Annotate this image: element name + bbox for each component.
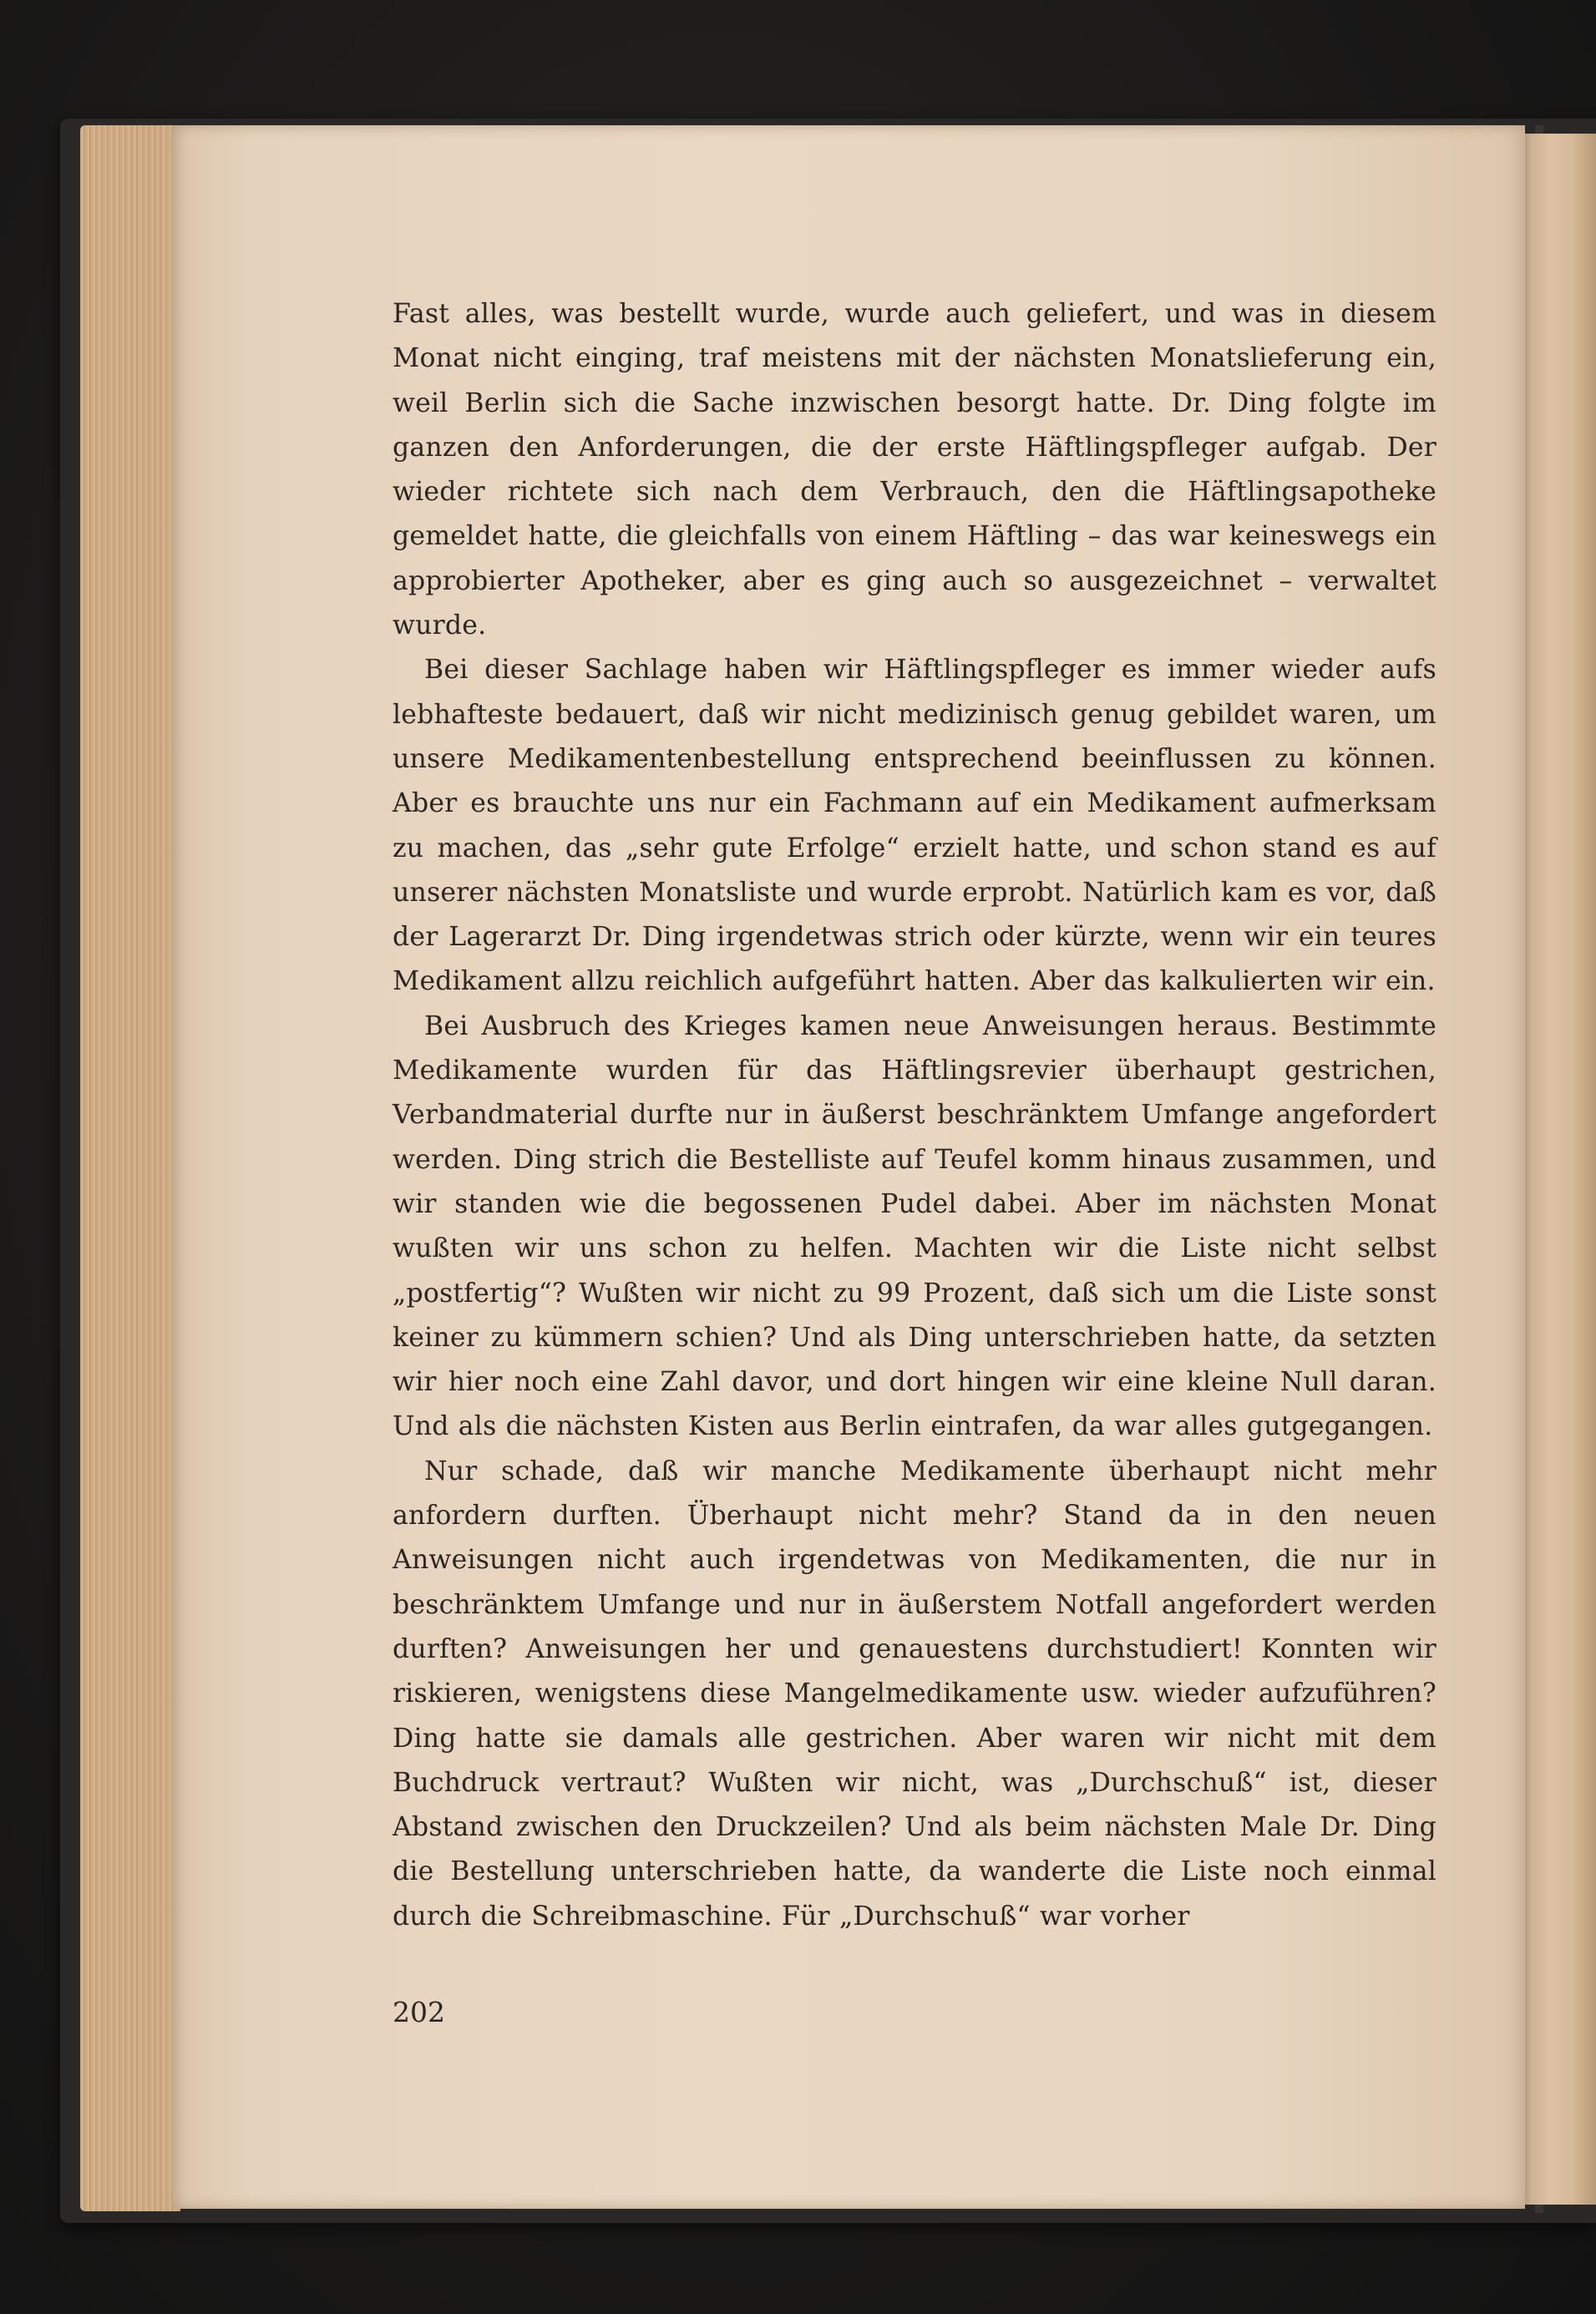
page-edges-left	[80, 125, 180, 2211]
paragraph-4: Nur schade, daß wir manche Medikamente überhaupt nicht mehr anfordern durften. Überhaupt nicht mehr? Stand da in den neuen Anweisungen nicht auch irgendetwas von Medikamenten, die nur in beschränktem Umfange und nur in äußerstem Notfall angefordert werden durften? Anweisungen her und genauestens durchstudiert! Konnten wir riskieren, wenigstens diese Mangelmedikamente usw. wieder aufzuführen? Ding hatte sie damals alle gestrichen. Aber waren wir nicht mit dem Buchdruck vertraut? Wußten wir nicht, was „Durchschuß“ ist, dieser Abstand zwischen den Druckzeilen? Und als beim nächsten Male Dr. Ding die Bestellung unterschrieben hatte, da wanderte die Liste noch einmal durch die Schreibmaschine. Für „Durchschuß“ war vorher	[393, 1456, 1436, 1932]
paragraph-2: Bei dieser Sachlage haben wir Häftlingspfleger es immer wieder aufs lebhafteste bedauert, daß wir nicht medizinisch genug gebildet waren, um unsere Medikamentenbestellung entsprechend beeinflussen zu können. Aber es brauchte uns nur ein Fachmann auf ein Medikament aufmerksam zu machen, das „sehr gute Erfolge“ erzielt hatte, und schon stand es auf unserer nächsten Monatsliste und wurde erprobt. Natürlich kam es vor, daß der Lagerarzt Dr. Ding irgendetwas strich oder kürzte, wenn wir ein teures Medikament allzu reichlich aufgeführt hatten. Aber das kalkulierten wir ein.	[393, 655, 1436, 997]
paragraph-1: Fast alles, was bestellt wurde, wurde auch geliefert, und was in diesem Monat nicht einging, traf meistens mit der nächsten Monatslieferung ein, weil Berlin sich die Sache inzwischen besorgt hatte. Dr. Ding folgte im ganzen den Anforderungen, die der erste Häftlingspfleger aufgab. Der wieder richtete sich nach dem Verbrauch, den die Häftlingsapotheke gemeldet hatte, die gleichfalls von einem Häftling – das war keineswegs ein approbierter Apotheker, aber es ging auch so ausgezeichnet – verwaltet wurde.	[393, 299, 1436, 641]
body-text	[393, 292, 1436, 1939]
next-page-edge	[1518, 134, 1596, 2205]
paragraph-3: Bei Ausbruch des Krieges kamen neue Anweisungen heraus. Bestimmte Medikamente wurden für das Häftlingsrevier überhaupt gestrichen, Verbandmaterial durfte nur in äußerst beschränktem Umfange angefordert werden. Ding strich die Bestelliste auf Teufel komm hinaus zusammen, und wir standen wie die begossenen Pudel dabei. Aber im nächsten Monat wußten wir uns schon zu helfen. Machten wir die Liste nicht selbst „postfertig“? Wußten wir nicht zu 99 Prozent, daß sich um die Liste sonst keiner zu kümmern schien? Und als Ding unterschrieben hatte, da setzten wir hier noch eine Zahl davor, und dort hingen wir eine kleine Null daran. Und als die nächsten Kisten aus Berlin eintrafen, da war alles gutgegangen.	[393, 1010, 1436, 1442]
page-number: 202	[393, 1996, 445, 2028]
